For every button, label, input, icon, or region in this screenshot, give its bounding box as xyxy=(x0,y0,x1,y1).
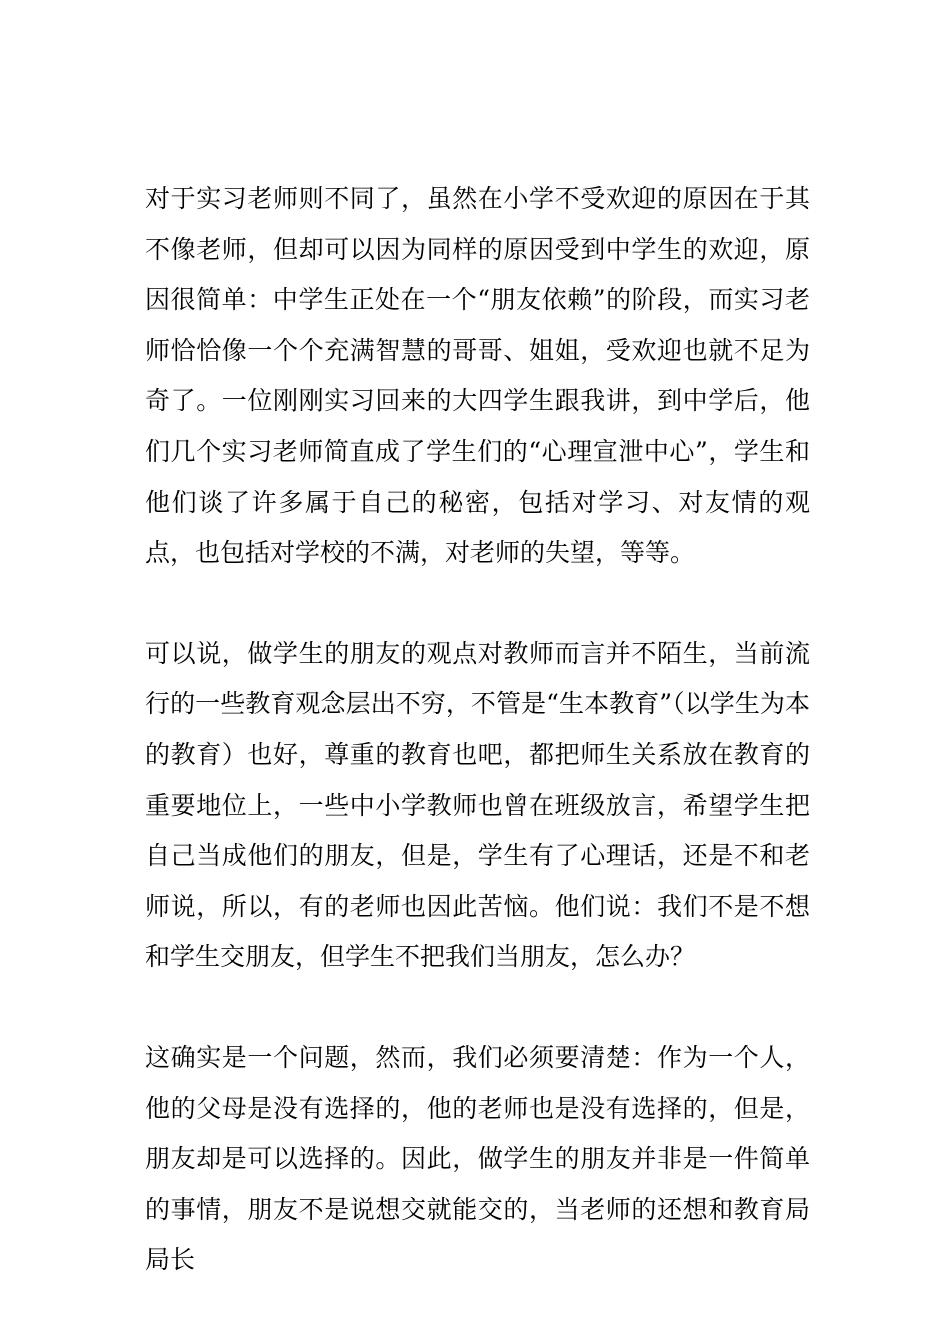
paragraph-2: 可以说，做学生的朋友的观点对教师而言并不陌生，当前流行的一些教育观念层出不穷，不管是“生本教育”（以学生为本的教育）也好，尊重的教育也吧，都把师生关系放在教育的重要地位上，一些中小学教师也曾在班级放言，希望学生把自己当成他们的朋友，但是，学生有了心理话，还是不和老师说，所以，有的老师也因此苦恼。他们说：我们不是不想和学生交朋友，但学生不把我们当朋友，怎么办？ xyxy=(145,638,810,972)
paragraph-1: 对于实习老师则不同了，虽然在小学不受欢迎的原因在于其不像老师，但却可以因为同样的原因受到中学生的欢迎，原因很简单：中学生正处在一个“朋友依赖”的阶段，而实习老师恰恰像一个个充满智慧的哥哥、姐姐，受欢迎也就不足为奇了。一位刚刚实习回来的大四学生跟我讲，到中学后，他们几个实习老师简直成了学生们的“心理宣泄中心”，学生和他们谈了许多属于自己的秘密，包括对学习、对友情的观点，也包括对学校的不满，对老师的失望，等等。 xyxy=(145,184,810,568)
document-body xyxy=(145,174,810,1336)
paragraph-3: 这确实是一个问题，然而，我们必须要清楚：作为一个人，他的父母是没有选择的，他的老师也是没有选择的，但是，朋友却是可以选择的。因此，做学生的朋友并非是一件简单的事情，朋友不是说想交就能交的，当老师的还想和教育局局长 xyxy=(145,1042,810,1275)
